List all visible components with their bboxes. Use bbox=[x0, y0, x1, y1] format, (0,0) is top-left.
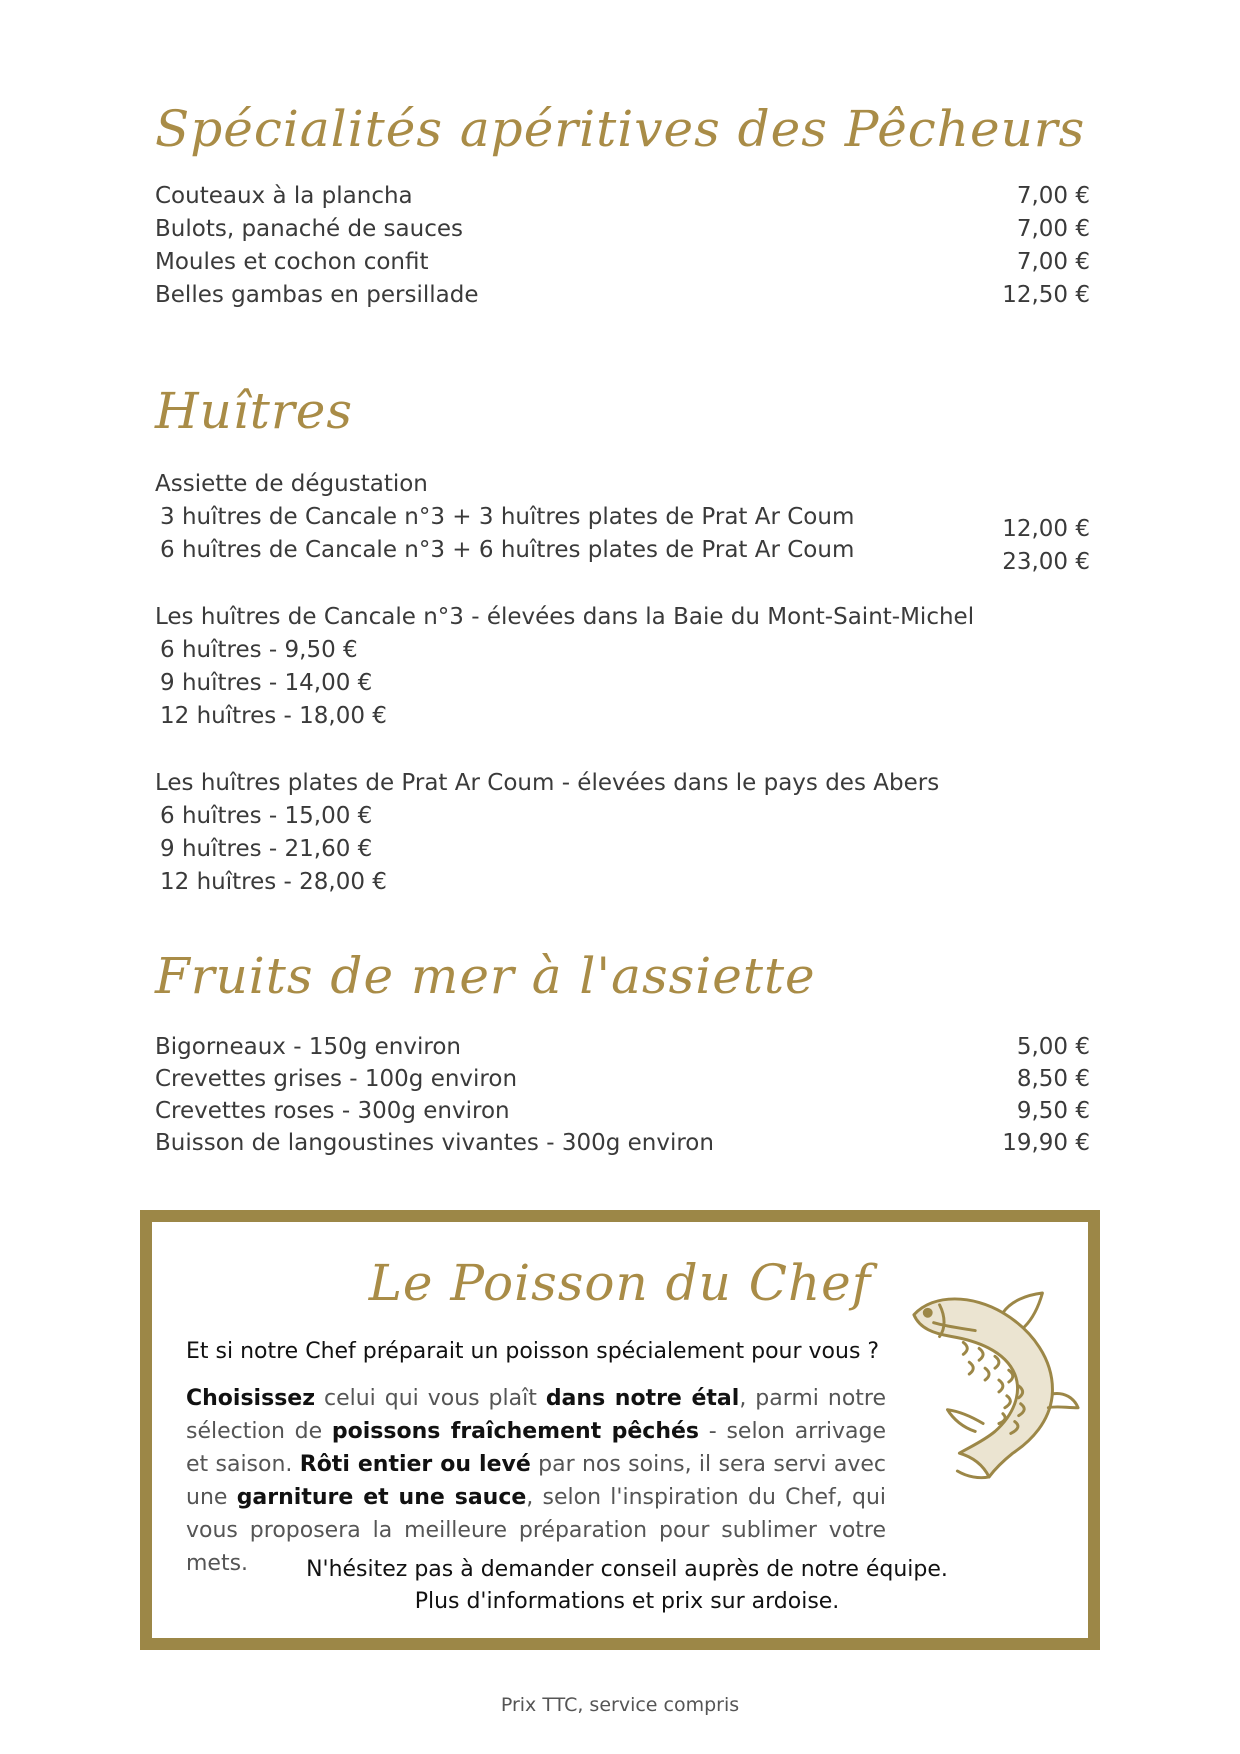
chef-highlight: dans notre étal bbox=[545, 1386, 740, 1411]
tasting-heading: Assiette de dégustation bbox=[155, 471, 428, 497]
chef-highlight: Choisissez bbox=[186, 1386, 316, 1411]
menu-item-price: 7,00 € bbox=[1016, 249, 1090, 275]
menu-item bbox=[155, 1034, 1090, 1060]
menu-item-name: Buisson de langoustines vivantes - 300g environ bbox=[155, 1130, 714, 1156]
menu-item bbox=[155, 249, 1090, 275]
chef-text: par nos soins, il sera servi avec une bbox=[186, 1452, 886, 1510]
cancale-item: 12 huîtres - 18,00 € bbox=[160, 703, 387, 729]
section-title-aperitifs: Spécialités apéritives des Pêcheurs bbox=[155, 100, 1086, 158]
cancale-item: 6 huîtres - 9,50 € bbox=[160, 637, 358, 663]
tasting-price-1: 12,00 € bbox=[1002, 516, 1090, 542]
chef-highlight: poissons fraîchement pêchés bbox=[331, 1419, 700, 1444]
menu-item-price: 19,90 € bbox=[1002, 1130, 1090, 1156]
chef-box-title: Le Poisson du Chef bbox=[368, 1254, 872, 1312]
footer-note: Prix TTC, service compris bbox=[500, 1694, 740, 1716]
plates-heading: Les huîtres plates de Prat Ar Coum - élevées dans le pays des Abers bbox=[155, 770, 940, 796]
menu-item-name: Bulots, panaché de sauces bbox=[155, 216, 463, 242]
menu-item-price: 5,00 € bbox=[1016, 1034, 1090, 1060]
chef-text: - selon arrivage et saison. bbox=[186, 1419, 887, 1477]
menu-item bbox=[155, 282, 1090, 308]
menu-item-name: Couteaux à la plancha bbox=[155, 183, 413, 209]
chef-text: , selon l'inspiration du Chef, qui vous proposera la meilleure préparation pour sublimer votre mets. bbox=[186, 1485, 887, 1576]
tasting-item-1: 3 huîtres de Cancale n°3 + 3 huîtres plates de Prat Ar Coum bbox=[160, 504, 855, 530]
chef-fish-box bbox=[140, 1210, 1100, 1650]
chef-question: Et si notre Chef préparait un poisson spécialement pour vous ? bbox=[186, 1339, 880, 1364]
chef-text: , parmi notre sélection de bbox=[186, 1386, 886, 1444]
plates-item: 9 huîtres - 21,60 € bbox=[160, 836, 373, 862]
chef-note bbox=[186, 1554, 1068, 1618]
section-title-huitres: Huîtres bbox=[155, 382, 354, 440]
cancale-item: 9 huîtres - 14,00 € bbox=[160, 670, 373, 696]
menu-item-price: 12,50 € bbox=[1002, 282, 1090, 308]
menu-item bbox=[155, 1098, 1090, 1124]
tasting-item-2: 6 huîtres de Cancale n°3 + 6 huîtres plates de Prat Ar Coum bbox=[160, 537, 855, 563]
menu-item bbox=[155, 216, 1090, 242]
chef-text: celui qui vous plaît bbox=[315, 1386, 546, 1411]
menu-item-name: Crevettes grises - 100g environ bbox=[155, 1066, 518, 1092]
menu-item-name: Belles gambas en persillade bbox=[155, 282, 479, 308]
menu-item-price: 8,50 € bbox=[1016, 1066, 1090, 1092]
section-title-fruits-de-mer: Fruits de mer à l'assiette bbox=[155, 947, 816, 1005]
menu-item-price: 7,00 € bbox=[1016, 183, 1090, 209]
menu-item bbox=[155, 183, 1090, 209]
menu-item-price: 7,00 € bbox=[1016, 216, 1090, 242]
chef-note-line-2: Plus d'informations et prix sur ardoise. bbox=[414, 1589, 840, 1614]
cancale-heading: Les huîtres de Cancale n°3 - élevées dans la Baie du Mont-Saint-Michel bbox=[155, 604, 975, 630]
chef-highlight: garniture et une sauce bbox=[236, 1485, 527, 1510]
tasting-price-2: 23,00 € bbox=[1002, 549, 1090, 575]
chef-note-line-1: N'hésitez pas à demander conseil auprès de notre équipe. bbox=[306, 1557, 948, 1582]
menu-item bbox=[155, 1130, 1090, 1156]
fish-icon bbox=[904, 1282, 1082, 1482]
menu-item-name: Moules et cochon confit bbox=[155, 249, 429, 275]
chef-description bbox=[186, 1382, 886, 1580]
plates-item: 12 huîtres - 28,00 € bbox=[160, 869, 387, 895]
menu-item-name: Crevettes roses - 300g environ bbox=[155, 1098, 510, 1124]
menu-item bbox=[155, 1066, 1090, 1092]
plates-item: 6 huîtres - 15,00 € bbox=[160, 803, 373, 829]
menu-item-name: Bigorneaux - 150g environ bbox=[155, 1034, 461, 1060]
menu-item-price: 9,50 € bbox=[1016, 1098, 1090, 1124]
chef-highlight: Rôti entier ou levé bbox=[299, 1452, 531, 1477]
